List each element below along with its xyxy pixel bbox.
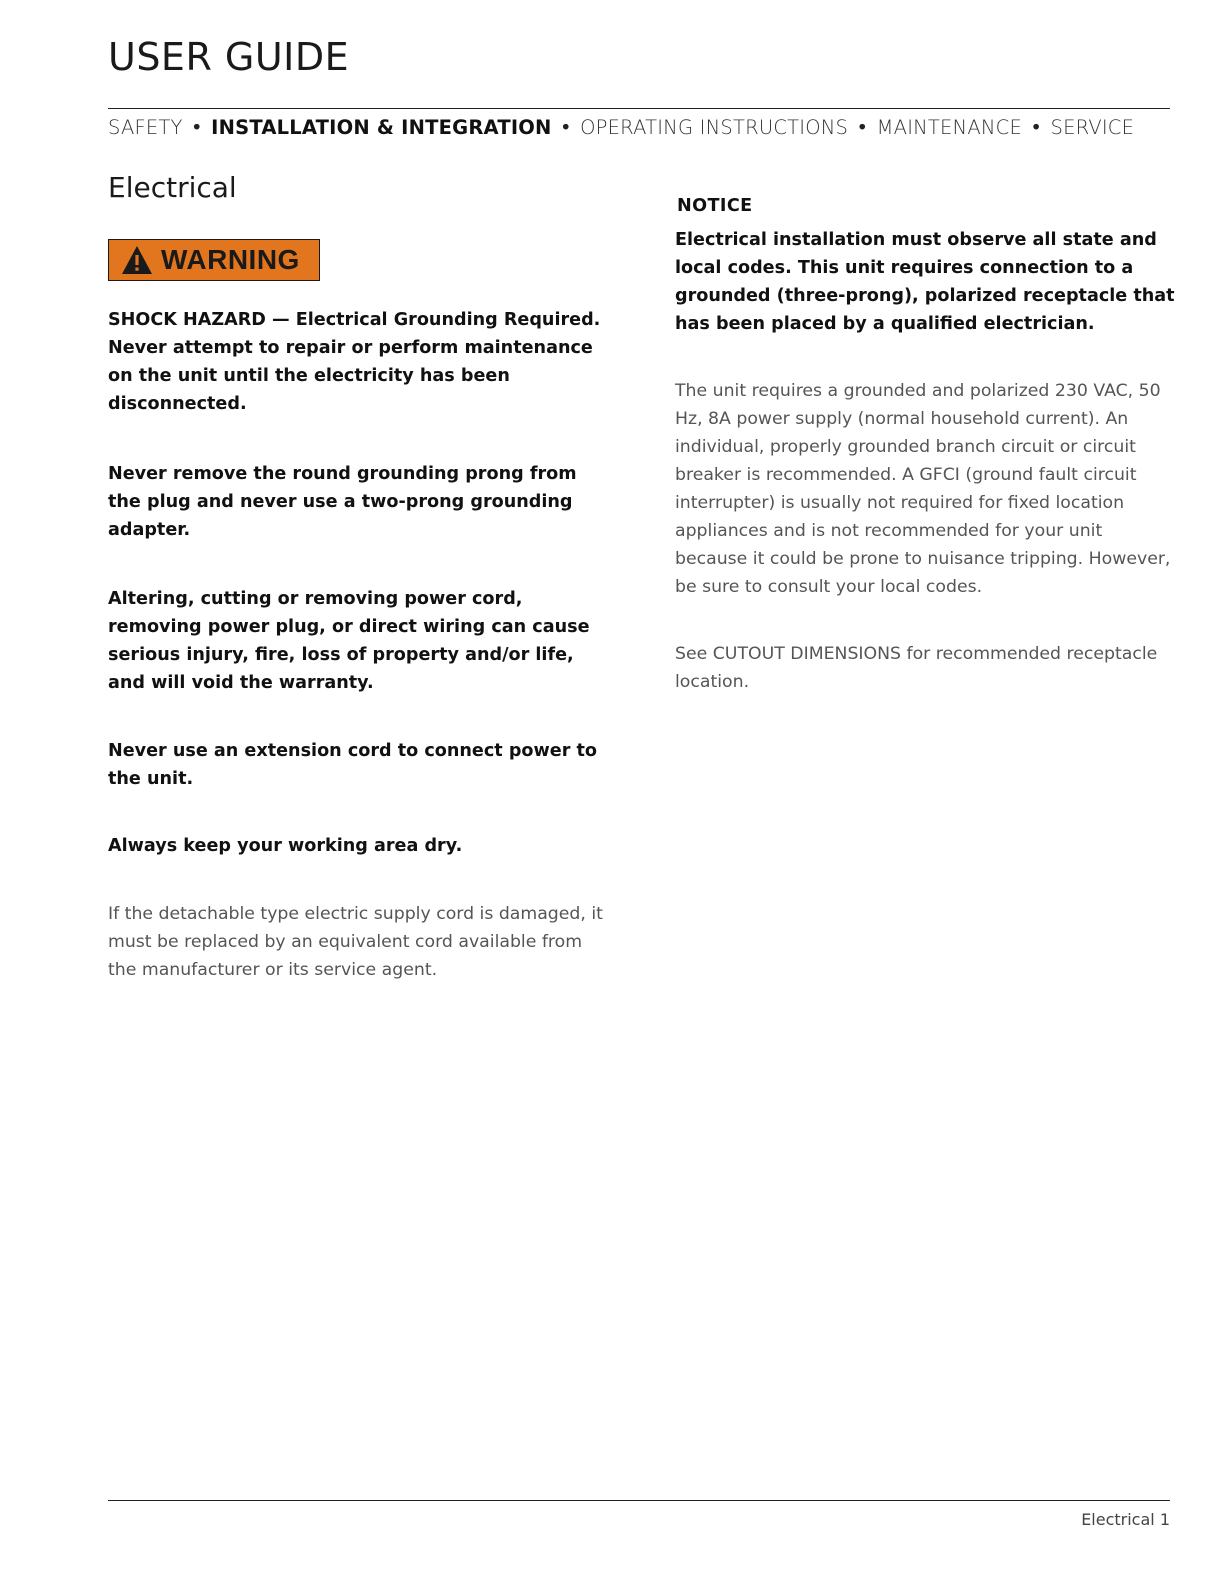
footer-divider xyxy=(108,1500,1170,1501)
cutout-dimensions-paragraph: See CUTOUT DIMENSIONS for recommended receptacle location. xyxy=(675,644,1158,692)
nav-separator: • xyxy=(1030,116,1043,139)
nav-item-installation-integration[interactable]: INSTALLATION & INTEGRATION xyxy=(211,116,552,139)
nav-separator: • xyxy=(856,116,869,139)
notice-label: NOTICE xyxy=(677,196,753,216)
dry-area-paragraph: Always keep your working area dry. xyxy=(108,836,463,856)
header-divider xyxy=(108,108,1170,109)
nav-item-safety[interactable]: SAFETY xyxy=(108,116,183,139)
section-heading: Electrical xyxy=(108,171,237,204)
power-cord-paragraph: Altering, cutting or removing power cord, removing power plug, or direct wiring can cause serious injury, fire, loss of property and/or life, and will void the warranty. xyxy=(108,589,590,693)
section-navigation xyxy=(108,115,1188,141)
nav-item-maintenance[interactable]: MAINTENANCE xyxy=(876,116,1023,139)
warning-banner xyxy=(108,239,320,281)
nav-item-service[interactable]: SERVICE xyxy=(1050,116,1135,139)
grounding-prong-paragraph: Never remove the round grounding prong from the plug and never use a two-prong grounding adapter. xyxy=(108,464,577,540)
nav-item-operating-instructions[interactable]: OPERATING INSTRUCTIONS xyxy=(580,116,849,139)
power-supply-paragraph: The unit requires a grounded and polarized 230 VAC, 50 Hz, 8A power supply (normal household current). An individual, properly grounded branch circuit or circuit breaker is recommended. A GFCI (ground fault circuit interrupter) is usually not required for fixed location appliances and is not recommended for your unit because it could be prone to nuisance tripping. However, be sure to consult your local codes. xyxy=(675,381,1171,597)
warning-label: WARNING xyxy=(161,244,300,275)
nav-separator: • xyxy=(559,116,572,139)
notice-text: Electrical installation must observe all state and local codes. This unit requires connection to a grounded (three-prong), polarized receptacle that has been placed by a qualified electrician. xyxy=(675,230,1175,334)
page-title: USER GUIDE xyxy=(108,35,350,79)
shock-hazard-paragraph: SHOCK HAZARD — Electrical Grounding Required. Never attempt to repair or perform maintenance on the unit until the electricity has been disconnected. xyxy=(108,310,601,414)
extension-cord-paragraph: Never use an extension cord to connect power to the unit. xyxy=(108,741,597,789)
warning-triangle-icon xyxy=(121,245,153,275)
supply-cord-paragraph: If the detachable type electric supply cord is damaged, it must be replaced by an equivalent cord available from the manufacturer or its service agent. xyxy=(108,904,603,980)
nav-separator: • xyxy=(191,116,203,139)
page-number: Electrical 1 xyxy=(1081,1510,1170,1529)
